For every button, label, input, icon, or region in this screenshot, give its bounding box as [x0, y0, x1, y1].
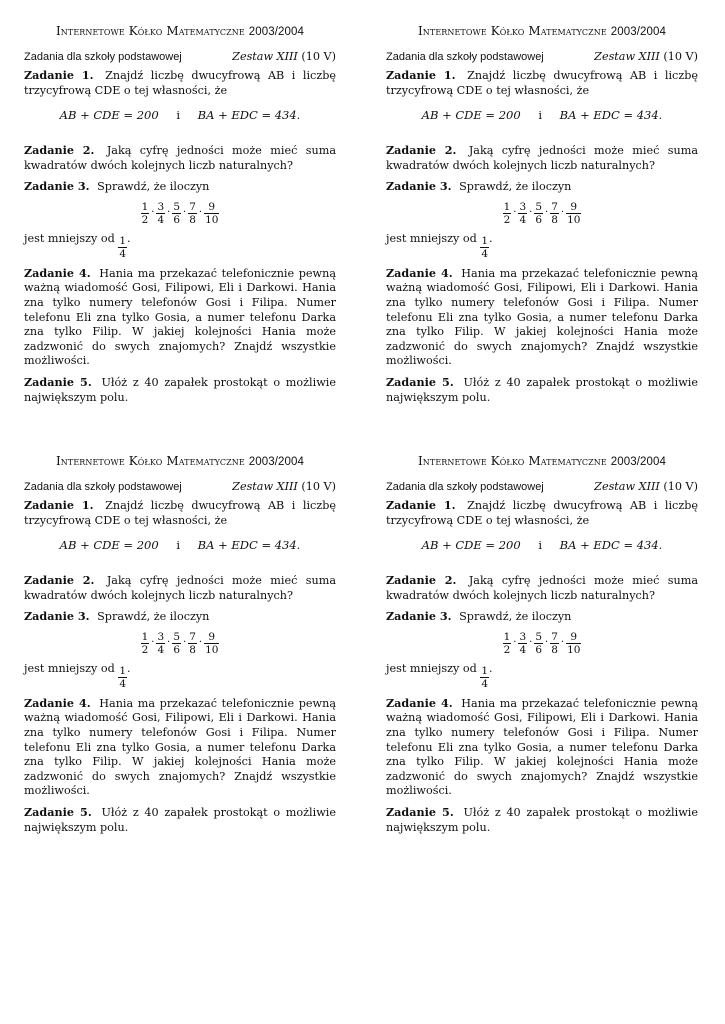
fraction-numerator: 3 [157, 200, 165, 213]
task-3-text: Sprawdź, że iloczyn [97, 610, 210, 624]
task-3-period: . [127, 231, 131, 245]
task-3-period: . [489, 661, 493, 675]
bound-fraction [480, 665, 489, 690]
fraction-numerator: 5 [173, 200, 180, 213]
task-1-equation [386, 538, 698, 553]
fraction-denominator: 2 [503, 643, 511, 656]
task-4-label: Zadanie 4. [386, 265, 453, 280]
subheader-points: (10 V) [301, 479, 336, 493]
fraction [156, 201, 165, 226]
fraction [534, 631, 543, 656]
fraction-numerator: 9 [570, 200, 578, 213]
bound-denominator: 4 [119, 247, 127, 260]
fraction-denominator: 4 [157, 643, 165, 656]
fraction-denominator: 4 [519, 643, 527, 656]
sheet-header [386, 454, 698, 470]
multiplication-dot: · [545, 206, 549, 218]
task-2-label: Zadanie 2. [386, 572, 457, 587]
fraction-denominator: 8 [189, 643, 196, 656]
bound-denominator: 4 [119, 677, 127, 690]
bound-denominator: 4 [481, 247, 489, 260]
fraction-denominator: 8 [189, 213, 196, 226]
subheader-zestaw: Zestaw XIII [232, 49, 298, 63]
subheader-school: Zadania dla szkoły podstawowej [24, 50, 182, 63]
fraction [518, 201, 527, 226]
task-3-label: Zadanie 3. [386, 609, 452, 624]
fraction-denominator: 4 [157, 213, 165, 226]
task-1 [386, 498, 698, 528]
fraction [188, 201, 197, 226]
fraction [534, 201, 543, 226]
multiplication-dot: · [183, 206, 187, 218]
fraction-product [386, 201, 698, 226]
multiplication-dot: · [529, 206, 533, 218]
multiplication-dot: · [183, 636, 187, 648]
sheet-subheader [386, 480, 698, 495]
task-3-label: Zadanie 3. [24, 609, 90, 624]
equation-connector: i [538, 108, 543, 123]
task-1 [24, 68, 336, 98]
subheader-points: (10 V) [663, 49, 698, 63]
subheader-set [232, 480, 336, 495]
fraction-denominator: 10 [205, 643, 219, 656]
equation-connector: i [538, 538, 543, 553]
equation-left: AB + CDE = 200 [421, 538, 521, 553]
task-2 [386, 143, 698, 173]
task-5 [24, 805, 336, 835]
task-1-equation [24, 538, 336, 553]
multiplication-dot: · [151, 206, 155, 218]
task-5 [386, 375, 698, 405]
fraction [141, 631, 150, 656]
fraction-numerator: 5 [535, 200, 542, 213]
equation-left: AB + CDE = 200 [59, 108, 159, 123]
task-3-bound [24, 662, 336, 690]
header-title: Internetowe Kółko Matematyczne [417, 24, 607, 38]
equation-connector: i [176, 538, 181, 553]
fraction [503, 201, 512, 226]
task-3-bound [386, 232, 698, 260]
task-2-label: Zadanie 2. [386, 142, 457, 157]
bound-fraction [118, 235, 127, 260]
header-title: Internetowe Kółko Matematyczne [417, 454, 607, 468]
fraction-numerator: 7 [189, 630, 196, 643]
task-1-text: Znajdź liczbę dwucyfrową AB i liczbę trzycyfrową CDE o tej własności, że [386, 69, 698, 97]
fraction-denominator: 2 [503, 213, 511, 226]
task-4-text: Hania ma przekazać telefonicznie pewną ważną wiadomość Gosi, Filipowi, Eli i Darkowi. Hania zna tylko numery telefonów Gosi i Filipa. Numer telefonu Eli zna tylko Gosia, a numer telefonu Darka zna tylko Filip. W jakiej kolejności Hania może zadzwonić do swych znajomych? Znajdź wszystkie możliwości. [24, 266, 336, 368]
task-4-text: Hania ma przekazać telefonicznie pewną ważną wiadomość Gosi, Filipowi, Eli i Darkowi. Hania zna tylko numery telefonów Gosi i Filipa. Numer telefonu Eli zna tylko Gosia, a numer telefonu Darka zna tylko Filip. W jakiej kolejności Hania może zadzwonić do swych znajomych? Znajdź wszystkie możliwości. [386, 266, 698, 368]
fraction [172, 631, 181, 656]
task-1-label: Zadanie 1. [386, 68, 456, 83]
task-5-text: Ułóż z 40 zapałek prostokąt o możliwie największym polu. [24, 805, 336, 834]
fraction-denominator: 8 [551, 643, 558, 656]
fraction-numerator: 1 [141, 200, 149, 213]
subheader-zestaw: Zestaw XIII [594, 479, 660, 493]
task-5-label: Zadanie 5. [386, 804, 454, 819]
task-2-label: Zadanie 2. [24, 572, 95, 587]
task-5-label: Zadanie 5. [24, 374, 92, 389]
task-4-label: Zadanie 4. [24, 695, 91, 710]
bound-numerator: 1 [119, 664, 127, 677]
sheet-header [386, 24, 698, 40]
task-3-bound [386, 662, 698, 690]
equation-connector: i [176, 108, 181, 123]
bound-fraction [118, 665, 127, 690]
header-year: 2003/2004 [248, 26, 305, 38]
sheet-subheader [386, 50, 698, 65]
fraction-denominator: 6 [535, 643, 542, 656]
worksheet-bottom-left [24, 454, 336, 835]
fraction-numerator: 3 [519, 630, 527, 643]
header-year: 2003/2004 [248, 456, 305, 468]
fraction [566, 201, 581, 226]
task-4-label: Zadanie 4. [386, 695, 453, 710]
header-year: 2003/2004 [610, 26, 667, 38]
fraction [204, 201, 219, 226]
equation-right: BA + EDC = 434. [197, 108, 301, 123]
fraction-denominator: 6 [173, 643, 180, 656]
task-2 [24, 143, 336, 173]
fraction-denominator: 8 [551, 213, 558, 226]
task-2 [24, 573, 336, 603]
subheader-school: Zadania dla szkoły podstawowej [24, 480, 182, 493]
task-4 [386, 696, 698, 799]
task-2-text: Jaką cyfrę jedności może mieć suma kwadratów dwóch kolejnych liczb naturalnych? [24, 143, 336, 172]
sheet-header [24, 454, 336, 470]
task-3-text: Sprawdź, że iloczyn [97, 180, 210, 194]
multiplication-dot: · [198, 206, 203, 218]
fraction [141, 201, 150, 226]
fraction [172, 201, 181, 226]
task-2-label: Zadanie 2. [24, 142, 95, 157]
task-5-text: Ułóż z 40 zapałek prostokąt o możliwie największym polu. [24, 375, 336, 404]
fraction-numerator: 7 [189, 200, 196, 213]
multiplication-dot: · [167, 206, 171, 218]
task-3-label: Zadanie 3. [24, 179, 90, 194]
task-1-equation [24, 108, 336, 123]
equation-left: AB + CDE = 200 [59, 538, 159, 553]
task-5 [24, 375, 336, 405]
fraction-numerator: 7 [551, 200, 558, 213]
fraction [550, 201, 559, 226]
task-3-bound [24, 232, 336, 260]
worksheet-top-left [24, 24, 336, 405]
fraction-numerator: 1 [503, 200, 511, 213]
task-1 [24, 498, 336, 528]
fraction-denominator: 10 [567, 213, 581, 226]
multiplication-dot: · [560, 206, 565, 218]
equation-right: BA + EDC = 434. [197, 538, 301, 553]
fraction [503, 631, 512, 656]
bound-numerator: 1 [119, 234, 127, 247]
task-3-text: Sprawdź, że iloczyn [459, 610, 572, 624]
task-1-label: Zadanie 1. [386, 498, 456, 513]
task-2 [386, 573, 698, 603]
multiplication-dot: · [513, 206, 517, 218]
task-4 [24, 266, 336, 369]
header-title: Internetowe Kółko Matematyczne [55, 24, 245, 38]
subheader-set [232, 50, 336, 65]
sheet-header [24, 24, 336, 40]
bound-numerator: 1 [481, 664, 489, 677]
subheader-points: (10 V) [301, 49, 336, 63]
task-3 [386, 609, 698, 625]
task-1 [386, 68, 698, 98]
task-4 [24, 696, 336, 799]
multiplication-dot: · [545, 636, 549, 648]
fraction [204, 631, 219, 656]
task-3 [24, 179, 336, 195]
task-4-text: Hania ma przekazać telefonicznie pewną ważną wiadomość Gosi, Filipowi, Eli i Darkowi. Hania zna tylko numery telefonów Gosi i Filipa. Numer telefonu Eli zna tylko Gosia, a numer telefonu Darka zna tylko Filip. W jakiej kolejności Hania może zadzwonić do swych znajomych? Znajdź wszystkie możliwości. [24, 696, 336, 798]
task-5 [386, 805, 698, 835]
fraction-numerator: 1 [141, 630, 149, 643]
equation-right: BA + EDC = 434. [559, 108, 663, 123]
task-1-equation [386, 108, 698, 123]
equation-right: BA + EDC = 434. [559, 538, 663, 553]
header-year: 2003/2004 [610, 456, 667, 468]
fraction-product [24, 631, 336, 656]
task-3-after-text: jest mniejszy od [24, 231, 115, 245]
fraction-denominator: 10 [567, 643, 581, 656]
fraction-numerator: 5 [535, 630, 542, 643]
fraction-denominator: 10 [205, 213, 219, 226]
sheet-subheader [24, 50, 336, 65]
fraction [550, 631, 559, 656]
fraction-denominator: 2 [141, 643, 149, 656]
subheader-set [594, 480, 698, 495]
fraction-numerator: 3 [157, 630, 165, 643]
fraction-numerator: 9 [208, 630, 216, 643]
task-2-text: Jaką cyfrę jedności może mieć suma kwadratów dwóch kolejnych liczb naturalnych? [24, 573, 336, 602]
fraction-numerator: 9 [570, 630, 578, 643]
task-3-text: Sprawdź, że iloczyn [459, 180, 572, 194]
fraction [156, 631, 165, 656]
task-3 [386, 179, 698, 195]
worksheet-top-right [386, 24, 698, 405]
task-3-after-text: jest mniejszy od [386, 231, 477, 245]
multiplication-dot: · [513, 636, 517, 648]
fraction-numerator: 7 [551, 630, 558, 643]
subheader-zestaw: Zestaw XIII [232, 479, 298, 493]
multiplication-dot: · [151, 636, 155, 648]
fraction [518, 631, 527, 656]
subheader-zestaw: Zestaw XIII [594, 49, 660, 63]
task-1-text: Znajdź liczbę dwucyfrową AB i liczbę trzycyfrową CDE o tej własności, że [24, 499, 336, 527]
task-4 [386, 266, 698, 369]
fraction-product [386, 631, 698, 656]
task-5-label: Zadanie 5. [24, 804, 92, 819]
task-2-text: Jaką cyfrę jedności może mieć suma kwadratów dwóch kolejnych liczb naturalnych? [386, 143, 698, 172]
task-3-after-text: jest mniejszy od [24, 661, 115, 675]
fraction-denominator: 4 [519, 213, 527, 226]
multiplication-dot: · [198, 636, 203, 648]
task-1-label: Zadanie 1. [24, 68, 94, 83]
subheader-school: Zadania dla szkoły podstawowej [386, 480, 544, 493]
fraction-denominator: 6 [535, 213, 542, 226]
bound-numerator: 1 [481, 234, 489, 247]
multiplication-dot: · [529, 636, 533, 648]
multiplication-dot: · [167, 636, 171, 648]
fraction [188, 631, 197, 656]
task-1-text: Znajdź liczbę dwucyfrową AB i liczbę trzycyfrową CDE o tej własności, że [386, 499, 698, 527]
fraction-denominator: 6 [173, 213, 180, 226]
task-3-period: . [489, 231, 493, 245]
task-5-label: Zadanie 5. [386, 374, 454, 389]
fraction-numerator: 5 [173, 630, 180, 643]
task-3-period: . [127, 661, 131, 675]
fraction-denominator: 2 [141, 213, 149, 226]
fraction-product [24, 201, 336, 226]
fraction [566, 631, 581, 656]
subheader-points: (10 V) [663, 479, 698, 493]
subheader-set [594, 50, 698, 65]
fraction-numerator: 1 [503, 630, 511, 643]
task-5-text: Ułóż z 40 zapałek prostokąt o możliwie największym polu. [386, 375, 698, 404]
fraction-numerator: 9 [208, 200, 216, 213]
header-title: Internetowe Kółko Matematyczne [55, 454, 245, 468]
bound-fraction [480, 235, 489, 260]
bound-denominator: 4 [481, 677, 489, 690]
worksheet-bottom-right [386, 454, 698, 835]
task-2-text: Jaką cyfrę jedności może mieć suma kwadratów dwóch kolejnych liczb naturalnych? [386, 573, 698, 602]
task-5-text: Ułóż z 40 zapałek prostokąt o możliwie największym polu. [386, 805, 698, 834]
task-3 [24, 609, 336, 625]
fraction-numerator: 3 [519, 200, 527, 213]
task-1-text: Znajdź liczbę dwucyfrową AB i liczbę trzycyfrową CDE o tej własności, że [24, 69, 336, 97]
task-3-after-text: jest mniejszy od [386, 661, 477, 675]
task-1-label: Zadanie 1. [24, 498, 94, 513]
sheet-subheader [24, 480, 336, 495]
task-4-label: Zadanie 4. [24, 265, 91, 280]
multiplication-dot: · [560, 636, 565, 648]
task-4-text: Hania ma przekazać telefonicznie pewną ważną wiadomość Gosi, Filipowi, Eli i Darkowi. Hania zna tylko numery telefonów Gosi i Filipa. Numer telefonu Eli zna tylko Gosia, a numer telefonu Darka zna tylko Filip. W jakiej kolejności Hania może zadzwonić do swych znajomych? Znajdź wszystkie możliwości. [386, 696, 698, 798]
task-3-label: Zadanie 3. [386, 179, 452, 194]
subheader-school: Zadania dla szkoły podstawowej [386, 50, 544, 63]
equation-left: AB + CDE = 200 [421, 108, 521, 123]
